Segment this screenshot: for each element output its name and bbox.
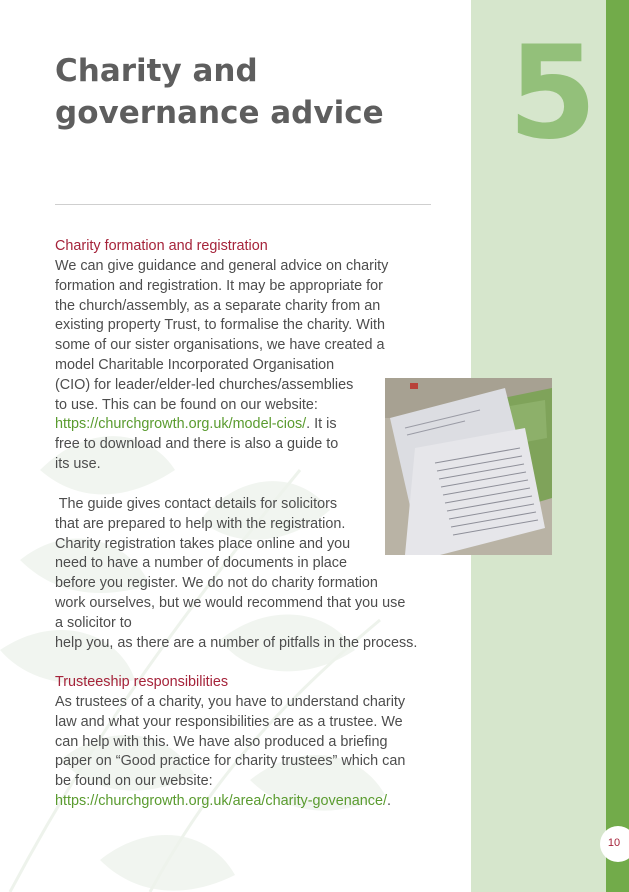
title-line: governance advice xyxy=(55,95,384,131)
page-number: 10 xyxy=(607,837,621,849)
section-body-trusteeship xyxy=(55,693,405,812)
body-line: free to download and there is also a guide to xyxy=(55,436,339,453)
body-line: to use. This can be found on our website: xyxy=(55,396,318,413)
body-line: model Charitable Incorporated Organisation xyxy=(55,356,335,373)
divider xyxy=(55,204,431,205)
title-line: Charity and xyxy=(55,53,258,89)
chapter-number: 5 xyxy=(508,19,598,168)
body-line: The guide gives contact details for solicitors xyxy=(55,496,338,512)
body-line: the church/assembly, as a separate charity from an xyxy=(55,297,381,314)
section-body-formation xyxy=(55,257,388,475)
body-line-with-link xyxy=(55,415,388,435)
body-line: We can give guidance and general advice on charity xyxy=(55,258,389,274)
page-title xyxy=(55,50,455,134)
side-accent-strip xyxy=(606,0,629,892)
document-photo-icon xyxy=(385,378,552,555)
body-line: help you, as there are a number of pitfalls in the process. xyxy=(55,634,418,651)
section-heading-trusteeship: Trusteeship responsibilities xyxy=(55,674,229,690)
body-line: Charity registration takes place online and you xyxy=(55,535,351,552)
body-line: (CIO) for leader/elder-led churches/assemblies xyxy=(55,376,354,393)
body-line: work ourselves, but we would recommend that you use xyxy=(55,594,406,611)
body-line: formation and registration. It may be appropriate for xyxy=(55,277,383,294)
body-line: paper on “Good practice for charity trustees” which can xyxy=(55,753,406,770)
model-cios-link[interactable]: https://churchgrowth.org.uk/model-cios/ xyxy=(55,416,307,433)
body-line: before you register. We do not do charity formation xyxy=(55,575,378,592)
body-line-with-link xyxy=(55,792,405,812)
body-line: that are prepared to help with the registration. xyxy=(55,515,346,532)
link-suffix: . xyxy=(386,792,391,809)
body-line: be found on our website: xyxy=(55,773,213,790)
section-body-formation-guide xyxy=(55,495,417,653)
charity-governance-link[interactable]: https://churchgrowth.org.uk/area/charity-govenance/ xyxy=(55,792,387,809)
body-line: need to have a number of documents in place xyxy=(55,555,348,572)
body-line: As trustees of a charity, you have to understand charity xyxy=(55,694,406,710)
body-line: law and what your responsibilities are as a trustee. We xyxy=(55,713,403,730)
body-line: a solicitor to xyxy=(55,614,132,631)
body-line: its use. xyxy=(55,455,101,472)
body-line: some of our sister organisations, we have created a xyxy=(55,337,385,354)
link-suffix: . It is xyxy=(306,416,337,433)
body-line: can help with this. We have also produced a briefing xyxy=(55,733,388,750)
body-line: existing property Trust, to formalise the charity. With xyxy=(55,317,386,334)
section-heading-formation: Charity formation and registration xyxy=(55,238,268,254)
